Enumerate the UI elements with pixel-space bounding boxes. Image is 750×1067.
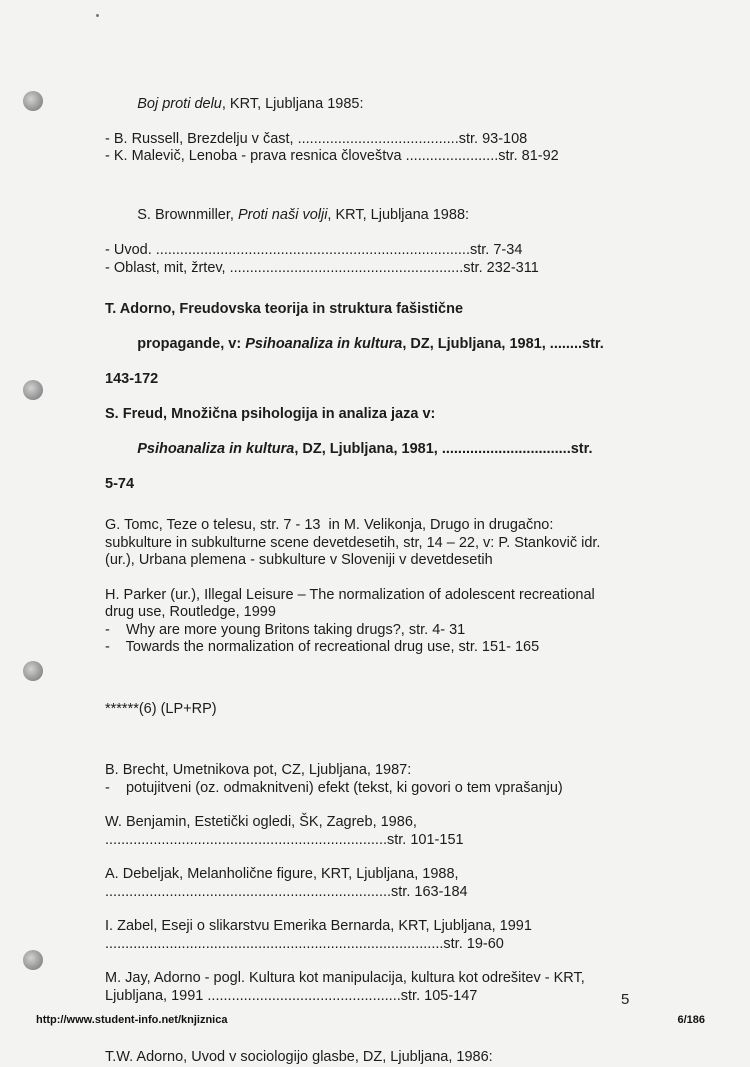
entry-debeljak [105,866,640,901]
entry-item: - B. Russell, Brezdelju v čast, ........................................str. 93-108 [105,130,528,147]
entry-pages: .......................................................................str. 163-184 [105,883,468,900]
entry-pages: 5-74 [105,475,135,492]
entry-line: G. Tomc, Teze o telesu, str. 7 - 13 in M. Velikonja, Drugo in drugačno: [105,517,554,533]
entry-line: I. Zabel, Eseji o slikarstvu Emerika Bernarda, KRT, Ljubljana, 1991 [105,918,532,934]
bibliography-list [105,78,640,1067]
entry-line: drug use, Routledge, 1999 [105,604,276,620]
entry-jay [105,970,640,1005]
entry-brownmiller [105,190,640,278]
entry-freud [105,406,640,494]
entry-adorno-freudovska [105,301,640,389]
entry-item: - Why are more young Britons taking drugs?, str. 4- 31 [105,621,466,638]
entry-item: - potujitveni (oz. odmaknitveni) efekt (tekst, ki govori o tem vprašanju) [105,779,563,796]
entry-line: M. Jay, Adorno - pogl. Kultura kot manipulacija, kultura kot odrešitev - KRT, [105,970,585,986]
page-number: 5 [621,991,630,1008]
entry-publication: , KRT, Ljubljana 1988: [327,207,470,223]
scan-speck [96,14,99,17]
entry-line: B. Brecht, Umetnikova pot, CZ, Ljubljana, 1987: [105,762,412,778]
entry-benjamin [105,814,640,849]
entry-boj-proti-delu [105,78,640,166]
punch-hole [23,380,43,400]
footer-url: http://www.student-info.net/knjiznica [36,1014,228,1026]
section-marker: ******(6) (LP+RP) [105,700,217,717]
entry-item: - Oblast, mit, žrtev, ..........................................................str. 232-311 [105,259,539,276]
entry-brecht [105,762,640,797]
entry-line: Ljubljana, 1991 ................................................str. 105-147 [105,987,478,1004]
entry-title: Psihoanaliza in kultura [137,440,295,457]
entry-item: - Towards the normalization of recreational drug use, str. 151- 165 [105,639,540,655]
entry-parker [105,587,640,657]
page-count: 6/186 [677,1014,705,1026]
entry-line: T. Adorno, Freudovska teorija in struktura fašistične [105,301,464,317]
entry-pages: ......................................................................str. 101-151 [105,831,464,848]
entry-title: Proti naši volji [237,207,328,223]
entry-line: H. Parker (ur.), Illegal Leisure – The normalization of adolescent recreational [105,586,595,603]
entry-line: S. Freud, Množična psihologija in analiza jaza v: [105,405,436,422]
entry-zabel [105,918,640,953]
entry-tomc [105,517,640,570]
entry-publication: , DZ, Ljubljana, 1981, ................................str. [294,440,593,457]
entry-publication: , KRT, Ljubljana 1985: [221,95,364,112]
punch-hole [23,91,43,111]
entry-line: propagande, v: [137,336,246,352]
entry-line: A. Debeljak, Melanholične figure, KRT, Ljubljana, 1988, [105,866,459,882]
punch-hole [23,661,43,681]
entry-pages: 143-172 [105,371,159,387]
entry-item: - Uvod. ..............................................................................str. 7-34 [105,242,523,258]
entry-title: Boj proti delu [137,95,222,112]
entry-publication: , DZ, Ljubljana, 1981, ........str. [402,336,604,352]
entry-pages: ....................................................................................str. 19-60 [105,935,504,952]
entry-title: Psihoanaliza in kultura [245,336,403,352]
punch-hole [23,950,43,970]
entry-author: S. Brownmiller, [137,207,238,223]
entry-line: (ur.), Urbana plemena - subkulture v Sloveniji v devetdesetih [105,552,493,568]
entry-line: W. Benjamin, Estetički ogledi, ŠK, Zagreb, 1986, [105,814,417,830]
entry-item: - K. Malevič, Lenoba - prava resnica človeštva .......................str. 81-92 [105,148,559,164]
entry-line: subkulture in subkulturne scene devetdesetih, str, 14 – 22, v: P. Stankovič idr. [105,534,601,551]
entry-adorno-sociology: T.W. Adorno, Uvod v sociologijo glasbe, DZ, Ljubljana, 1986: [105,1049,493,1065]
